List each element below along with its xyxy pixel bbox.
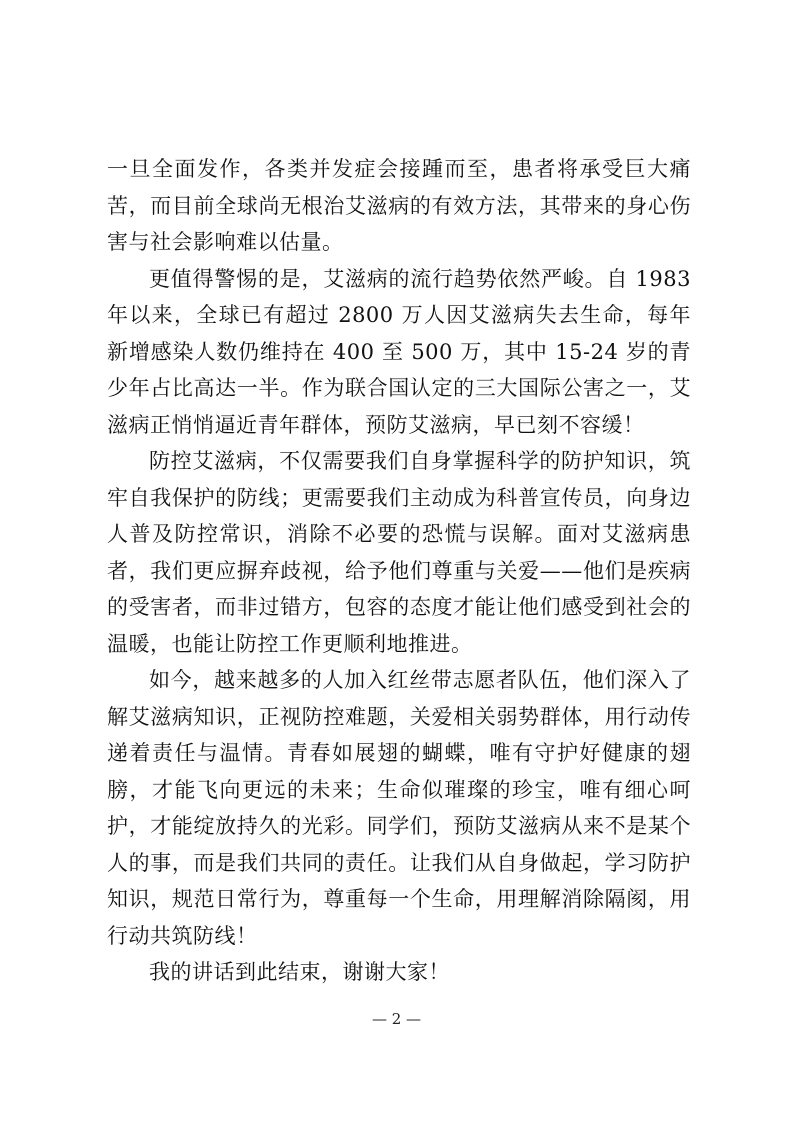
page-number: — 2 — xyxy=(371,1010,422,1028)
paragraph-epidemic-trend: 更值得警惕的是，艾滋病的流行趋势依然严峻。自 1983 年以来，全球已有超过 2800 万人因艾滋病失去生命，每年新增感染人数仍维持在 400 至 500 万，其中 15-24 岁的青少年占比高达一半。作为联合国认定的三大国际公害之一，艾滋病正悄悄逼近青年群体，预防艾滋病，早已刻不容缓！ xyxy=(107,266,691,437)
paragraph-volunteers: 如今，越来越多的人加入红丝带志愿者队伍，他们深入了解艾滋病知识，正视防控难题，关爱相关弱势群体，用行动传递着责任与温情。青春如展翅的蝴蝶，唯有守护好健康的翅膀，才能飞向更远的未来；生命似璀璨的珍宝，唯有细心呵护，才能绽放持久的光彩。同学们，预防艾滋病从来不是某个人的事，而是我们共同的责任。让我们从自身做起，学习防护知识，规范日常行为，尊重每一个生命，用理解消除隔阂，用行动共筑防线！ xyxy=(107,668,691,948)
document-body xyxy=(107,151,691,991)
paragraph-continuation: 一旦全面发作，各类并发症会接踵而至，患者将承受巨大痛苦，而目前全球尚无根治艾滋病的有效方法，其带来的身心伤害与社会影响难以估量。 xyxy=(107,157,691,254)
paragraph-prevention: 防控艾滋病，不仅需要我们自身掌握科学的防护知识，筑牢自我保护的防线；更需要我们主动成为科普宣传员，向身边人普及防控常识，消除不必要的恐慌与误解。面对艾滋病患者，我们更应摒弃歧视，给予他们尊重与关爱——他们是疾病的受害者，而非过错方，包容的态度才能让他们感受到社会的温暖，也能让防控工作更顺利地推进。 xyxy=(107,449,691,656)
paragraph-closing: 我的讲话到此结束，谢谢大家！ xyxy=(149,960,450,984)
